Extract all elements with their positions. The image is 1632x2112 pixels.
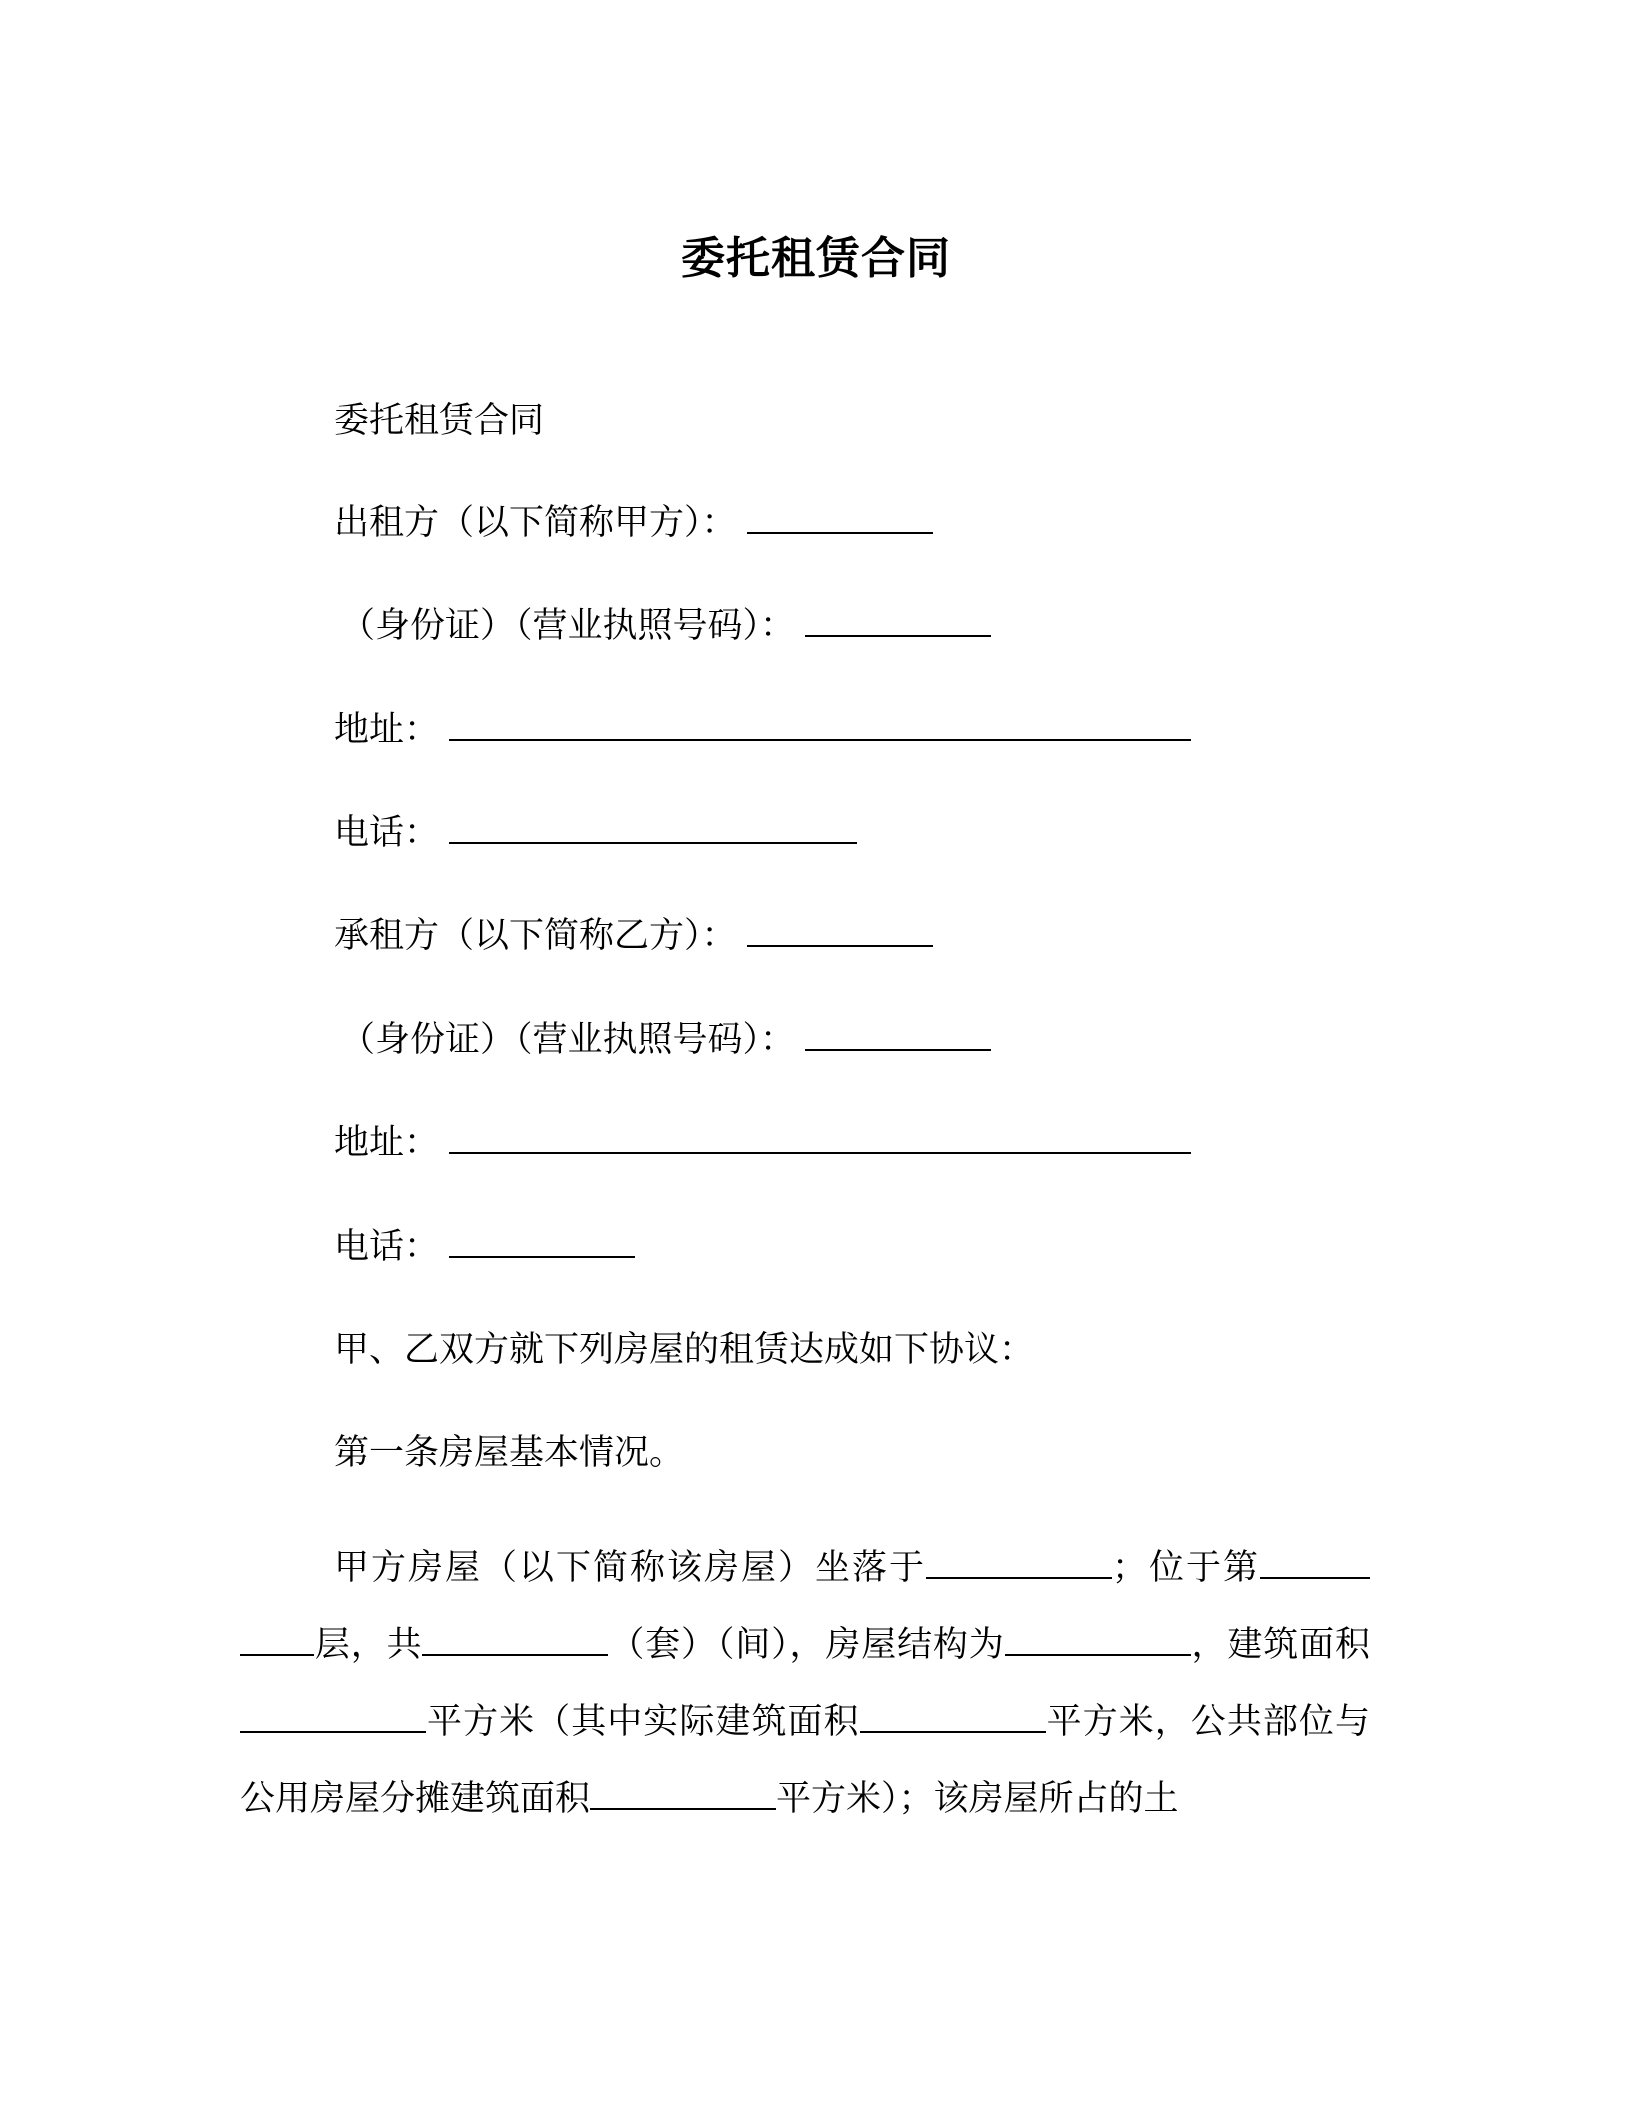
lessee-label: 承租方（以下简称乙方）： [334,916,737,956]
lessee-phone-label: 电话： [334,1227,440,1267]
subtitle-text: 委托租赁合同 [334,401,545,441]
lessor-id-line [340,601,991,651]
lessee-line [334,911,933,961]
structure-blank [1005,1620,1191,1656]
subtitle [334,396,544,446]
lessor-address-blank [449,705,1191,741]
article1-paragraph [240,1530,1370,1838]
article1-text-2: ；位于第 [1111,1548,1260,1588]
lessor-id-blank [805,601,991,637]
document-title: 委托租赁合同 [681,233,951,284]
lessor-id-label: （身份证）（营业执照号码）： [340,606,796,646]
shared-area-blank [590,1774,776,1810]
actual-area-blank [860,1697,1046,1733]
article1-text-8: 平方米）；该房屋所占的土 [776,1779,1179,1819]
lessor-line [334,498,933,548]
lessee-address-line [334,1118,1191,1168]
floor-blank-a [1260,1543,1370,1579]
floor-blank-b [240,1620,314,1656]
location-blank [926,1543,1112,1579]
lessee-phone-blank [449,1222,635,1258]
article1-text-4: （套）（间），房屋结构为 [608,1625,1005,1665]
lessee-address-blank [449,1118,1191,1154]
lessor-address-label: 地址： [334,710,440,750]
article1-heading-text: 第一条房屋基本情况。 [334,1433,685,1473]
agreement-intro [334,1325,1034,1375]
building-area-blank [240,1697,426,1733]
lessee-id-label: （身份证）（营业执照号码）： [340,1020,796,1060]
lessor-blank [747,498,933,534]
article1-text-7: 平方米，公共部位与公用房屋分摊建筑面积 [240,1702,1370,1819]
lessee-address-label: 地址： [334,1123,440,1163]
agreement-intro-text: 甲、乙双方就下列房屋的租赁达成如下协议： [334,1330,1035,1370]
lessor-label: 出租方（以下简称甲方）： [334,503,737,543]
article1-text-1: 甲方房屋（以下简称该房屋）坐落于 [334,1548,926,1588]
lessee-blank [747,911,933,947]
lessor-address-line [334,705,1191,755]
article1-text-5: ，建筑面积 [1190,1625,1370,1665]
lessee-id-line [340,1015,991,1065]
lessor-phone-line [334,808,857,858]
lessor-phone-label: 电话： [334,813,440,853]
article1-text-3: 层，共 [314,1625,423,1665]
lessor-phone-blank [449,808,857,844]
lessee-phone-line [334,1222,635,1272]
article1-text-6: 平方米（其中实际建筑面积 [426,1702,860,1742]
units-blank [422,1620,608,1656]
lessee-id-blank [805,1015,991,1051]
article1-heading [334,1428,684,1478]
